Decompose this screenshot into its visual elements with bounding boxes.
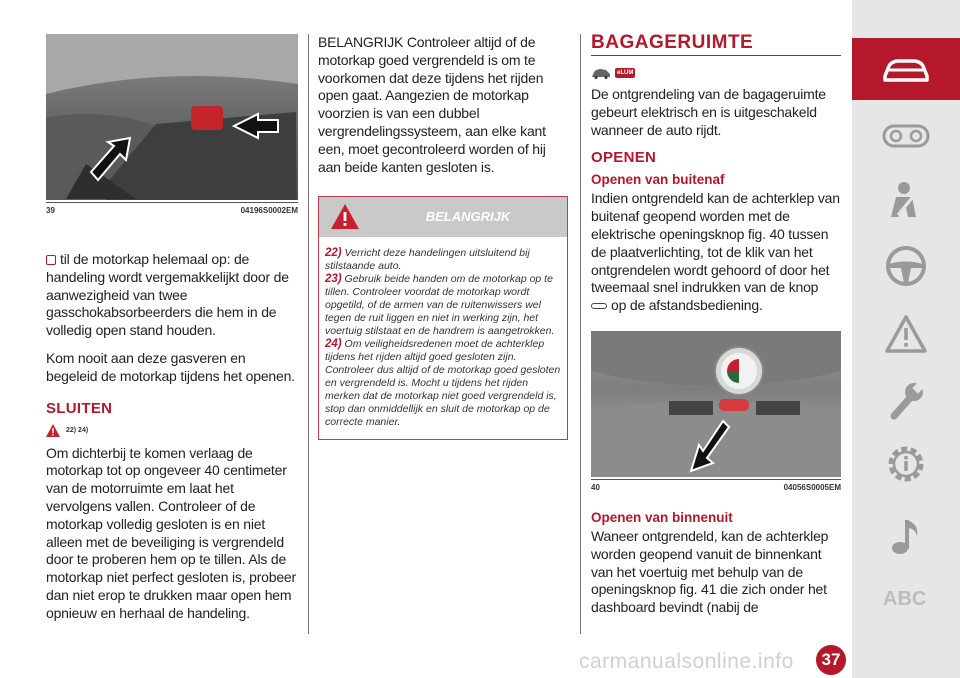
- warning-box-body: [319, 237, 567, 439]
- paragraph-important-lock: BELANGRIJK Controleer altijd of de motorkap goed vergrendeld is om te voorkomen dat deze tijdens het rijden open gaat. Aangezien de motorkap voorzien is van een dubbel vergrendelingssysteem, aan elke kant een, moet gecontroleerd worden of hij aan beide kanten gesloten is.: [318, 34, 546, 175]
- right-column: [591, 32, 841, 617]
- figure-39-image: [46, 34, 298, 200]
- warning-item: [325, 247, 561, 273]
- figure-number: 39: [46, 206, 55, 215]
- car-variant-icon: [591, 67, 611, 79]
- page-number: 37: [816, 645, 846, 675]
- watermark: carmanualsonline.info: [579, 650, 794, 673]
- figure-code: 04056S0005EM: [783, 482, 841, 492]
- warning-item-text: Gebruik beide handen om de motorkap op te tillen. Controleer voordat de motorkap wordt opgetild, of de armen van de ruitenwissers wel tegen de ruit liggen en niet in werking zijn, het voertuig stilstaat en de handrem is aangetrokken.: [325, 273, 555, 338]
- index-abc-label[interactable]: ABC: [883, 588, 927, 610]
- warning-triangle-icon: [46, 424, 60, 437]
- hood-latch-photo: [46, 34, 298, 200]
- figure-40-caption: [591, 479, 841, 492]
- paragraph-text: Indien ontgrendeld kan de achterklep van buitenaf geopend worden met de elektrische openingsknop fig. 40 tussen de plaatverlichting, tot de klik van het ontgrendelen wordt gehoord of door het tweemaal snel indrukken van de knop: [591, 190, 840, 296]
- paragraph-open-hood: [46, 251, 298, 340]
- figure-40-image: [591, 331, 841, 477]
- warning-box: [318, 196, 568, 440]
- variant-icons: [591, 64, 841, 82]
- music-note-icon[interactable]: [880, 510, 932, 562]
- steering-wheel-icon[interactable]: [880, 240, 932, 292]
- middle-column: [318, 34, 568, 440]
- warning-references: 22) 24): [66, 426, 89, 434]
- section-heading-luggage: BAGAGERUIMTE: [591, 32, 841, 56]
- elum-badge: eLUM: [617, 70, 634, 76]
- paragraph-open-outside: [591, 190, 841, 315]
- seatbelt-person-icon[interactable]: [880, 175, 932, 227]
- paragraph-text: til de motorkap helemaal op: de handeling wordt vergemakkelijkt door de aanwezigheid van twee gasschokabsorbeerders die hem in de volledig open stand houden.: [46, 251, 289, 339]
- figure-number: 40: [591, 482, 600, 492]
- step-marker-icon: [46, 255, 56, 265]
- warning-item: [325, 273, 561, 338]
- wrench-icon[interactable]: [880, 374, 932, 426]
- warning-item-text: Om veiligheidsredenen moet de achterklep tijdens het rijden altijd goed gesloten zijn. Controleer dus altijd of de motorkap goed gesloten en vergrendeld is. Mocht u tijdens het rijden merken dat de motorkap niet goed vergrendeld is, stop dan onmiddellijk en sluit de motorkap op de correcte manier.: [325, 338, 561, 429]
- figure-code: 04196S0002EM: [240, 206, 298, 215]
- warning-box-title: BELANGRIJK: [425, 209, 511, 225]
- subheading-open-inside: Openen van binnenuit: [591, 509, 733, 525]
- warning-item-text: Verricht deze handelingen uitsluitend bij stilstaande auto.: [325, 247, 530, 273]
- trunk-button-photo: [591, 331, 841, 477]
- subheading-open: OPENEN: [591, 149, 657, 167]
- left-column: [46, 34, 298, 623]
- car-icon[interactable]: [880, 43, 932, 95]
- section-heading-close: SLUITEN: [46, 399, 113, 417]
- warning-item-number: 23): [325, 273, 342, 286]
- warning-box-header: [319, 197, 567, 237]
- paragraph-gas-springs: Kom nooit aan deze gasveren en begeleid de motorkap tijdens het openen.: [46, 349, 295, 384]
- paragraph-electric-release: De ontgrendeling van de bagageruimte gebeurt elektrisch en is uitgeschakeld wanneer de auto rijdt.: [591, 86, 826, 138]
- warning-item-number: 24): [325, 338, 342, 351]
- figure-39-caption: [46, 202, 298, 215]
- gear-info-icon[interactable]: [880, 438, 932, 490]
- warning-item: [325, 338, 561, 429]
- subheading-open-outside: Openen van buitenaf: [591, 172, 725, 188]
- column-divider: [580, 34, 581, 634]
- paragraph-close-hood: Om dichterbij te komen verlaag de motorkap tot op ongeveer 40 centimeter van de motorruimte em laat het vervolgens vallen. Controleer of de motorkap volledig gesloten is en niet alleen met de beveiliging is vergrendeld door te proberen hem op te tillen. Als de motorkap niet perfect gesloten is, probeer dan niet erop te drukken maar open hem opnieuw en herhaal de handeling.: [46, 444, 296, 621]
- paragraph-open-inside: Waneer ontgrendeld, kan de achterklep worden geopend vanuit de binnenkant van het voertuig met behulp van de openingsknop fig. 41 die zich onder het dashboard bevindt (nabij de: [591, 527, 829, 616]
- column-divider: [308, 34, 309, 634]
- remote-key-icon: [591, 303, 607, 309]
- warning-item-number: 22): [325, 247, 342, 260]
- warning-reference-row: [46, 424, 298, 437]
- dashboard-gauges-icon[interactable]: [880, 110, 932, 162]
- warning-triangle-icon[interactable]: [880, 308, 932, 360]
- paragraph-text-end: op de afstandsbediening.: [611, 297, 763, 314]
